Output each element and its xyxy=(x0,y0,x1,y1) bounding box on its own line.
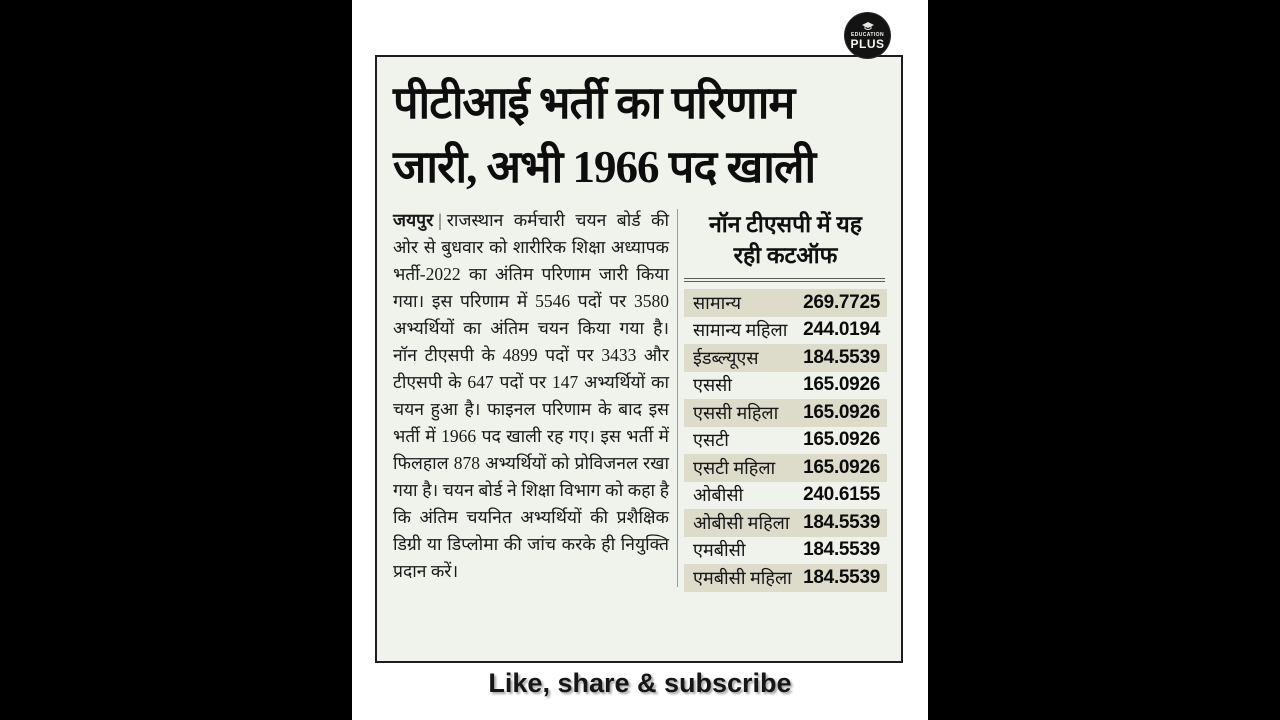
column-divider xyxy=(677,209,678,587)
cutoff-value: 165.0926 xyxy=(803,374,880,396)
newspaper-clipping xyxy=(375,55,903,663)
cutoff-row xyxy=(684,344,887,372)
cutoff-table xyxy=(684,289,887,592)
cutoff-category: एसटी xyxy=(693,430,729,451)
cutoff-category: ईडब्ल्यूएस xyxy=(693,347,759,368)
article-body xyxy=(393,207,669,592)
cutoff-value: 240.6155 xyxy=(803,484,880,506)
headline-line-1: पीटीआई भर्ती का परिणाम xyxy=(393,78,795,128)
cutoff-value: 244.0194 xyxy=(803,319,880,341)
cutoff-title-line-2: रही कटऑफ xyxy=(733,243,838,268)
cutoff-row xyxy=(684,564,887,592)
cutoff-row xyxy=(684,399,887,427)
headline xyxy=(377,57,901,203)
cutoff-value: 269.7725 xyxy=(803,291,880,313)
cutoff-category: एमबीसी महिला xyxy=(693,567,792,588)
dateline: जयपुर xyxy=(393,210,434,230)
cutoff-row xyxy=(684,427,887,455)
dateline-separator: | xyxy=(438,210,442,230)
cutoff-value: 165.0926 xyxy=(803,429,880,451)
article-text: राजस्थान कर्मचारी चयन बोर्ड की ओर से बुधवार को शारीरिक शिक्षा अध्यापक भर्ती-2022 का अंतिम परिणाम जारी किया गया। इस परिणाम में 5546 पदों पर 3580 अभ्यर्थियों का अंतिम चयन किया गया है। नॉन टीएसपी के 4899 पदों पर 3433 और टीएसपी के 647 पदों पर 147 अभ्यर्थियों का चयन हुआ है। फाइनल परिणाम के बाद इस भर्ती में 1966 पद खाली रह गए। इस भर्ती में फिलहाल 878 अभ्यर्थियों को प्रोविजनल रखा गया है। चयन बोर्ड ने शिक्षा विभाग को कहा है कि अंतिम चयनित अभ्यर्थियों की प्रशैक्षिक डिग्री या डिप्लोमा की जांच करके ही नियुक्ति प्रदान करें। xyxy=(393,210,669,581)
cutoff-category: ओबीसी xyxy=(693,485,744,506)
cutoff-category: एसटी महिला xyxy=(693,457,776,478)
title-divider xyxy=(684,278,885,282)
cutoff-title-line-1: नॉन टीएसपी में यह xyxy=(709,212,862,237)
logo-text-education: EDUCATION xyxy=(851,31,884,38)
headline-line-2: जारी, अभी 1966 पद खाली xyxy=(393,142,816,192)
logo-text-plus: PLUS xyxy=(850,36,885,51)
cutoff-value: 165.0926 xyxy=(803,456,880,478)
cutoff-category: सामान्य महिला xyxy=(693,320,788,341)
cutoff-row xyxy=(684,454,887,482)
education-plus-logo xyxy=(845,13,890,58)
cutoff-row xyxy=(684,372,887,400)
article-columns xyxy=(377,203,901,592)
cutoff-box-title xyxy=(684,207,887,271)
left-letterbox xyxy=(0,0,352,720)
cutoff-row xyxy=(684,537,887,565)
right-letterbox xyxy=(928,0,1280,720)
cutoff-value: 184.5539 xyxy=(803,566,880,588)
graduation-cap-icon xyxy=(862,22,874,31)
cutoff-row xyxy=(684,317,887,345)
cutoff-value: 184.5539 xyxy=(803,511,880,533)
cutoff-value: 184.5539 xyxy=(803,346,880,368)
bottom-caption: Like, share & subscribe xyxy=(488,668,792,698)
cutoff-category: ओबीसी महिला xyxy=(693,512,790,533)
cutoff-category: सामान्य xyxy=(693,292,742,313)
cutoff-row xyxy=(684,509,887,537)
content-area xyxy=(352,0,928,720)
cutoff-row xyxy=(684,482,887,510)
cutoff-value: 184.5539 xyxy=(803,539,880,561)
cutoff-category: एससी महिला xyxy=(693,402,779,423)
cutoff-category: एससी xyxy=(693,375,732,396)
cutoff-value: 165.0926 xyxy=(803,401,880,423)
cutoff-category: एमबीसी xyxy=(693,540,746,561)
cutoff-box xyxy=(684,207,887,592)
cutoff-row xyxy=(684,289,887,317)
